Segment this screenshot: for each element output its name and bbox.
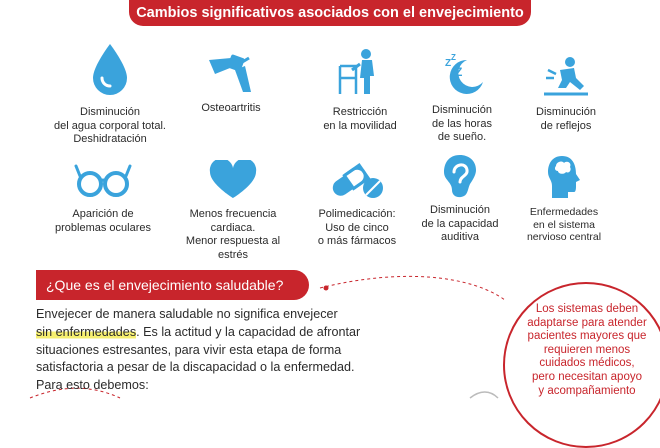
change-item-vision	[43, 160, 163, 235]
section-title: ¿Que es el envejecimiento saludable?	[46, 277, 284, 293]
paragraph-line: satisfactoria a pesar de la discapacidad o la enfermedad.	[36, 360, 355, 375]
change-item-osteoarthritis	[171, 52, 291, 116]
label-line: Osteoartritis	[201, 102, 261, 114]
moon-sleep-icon	[437, 52, 487, 96]
paragraph-line: Para esto debemos:	[36, 378, 149, 393]
svg-text:Z: Z	[455, 65, 463, 79]
label-line: de las horas	[432, 117, 492, 130]
label-line: Disminución	[432, 104, 492, 116]
label-line: Menor respuesta al estrés	[185, 235, 281, 261]
label-line: Uso de cinco	[325, 221, 389, 234]
label-line: Aparición de	[72, 208, 134, 220]
label-line: de reflejos	[540, 119, 592, 132]
label-line: o más fármacos	[317, 235, 397, 247]
paragraph-line: Envejecer de manera saludable no significa envejecer	[36, 307, 338, 321]
label-line: Menos frecuencia cardiaca.	[189, 208, 277, 234]
callout-line: cuidados médicos,	[539, 357, 635, 370]
label-line: Disminución	[430, 204, 490, 216]
label-line: del agua corporal total.	[54, 119, 166, 132]
change-item-reflexes	[506, 56, 626, 133]
banner-title: Cambios significativos asociados con el envejecimiento	[136, 5, 524, 21]
label-line: Deshidratación	[73, 133, 147, 145]
change-item-hearing	[400, 152, 520, 245]
change-item-sleep	[402, 52, 522, 145]
heart-icon	[206, 160, 260, 200]
label-line: de sueño.	[437, 131, 487, 143]
svg-text:Z: Z	[451, 53, 456, 62]
falling-person-icon	[540, 56, 592, 98]
label-line: Restricción	[332, 106, 388, 118]
callout-line: y acompañamiento	[538, 384, 636, 397]
callout-text	[512, 303, 660, 398]
pills-icon	[329, 160, 385, 202]
paragraph-line: situaciones estresantes, para vivir esta etapa de forma	[36, 342, 342, 357]
label-line: Polimedicación:	[318, 208, 396, 220]
highlighted-phrase: sin enfermedades	[36, 324, 137, 339]
label-line: Disminución	[80, 106, 140, 118]
eyeglasses-icon	[74, 160, 132, 200]
callout-line: pero necesitan apoyo	[532, 370, 642, 383]
change-item-heart	[172, 160, 294, 262]
callout-line: Los sistemas deben	[535, 303, 639, 315]
paragraph-line	[36, 324, 366, 342]
header-banner	[129, 0, 531, 26]
callout-line: adaptarse para atender	[527, 316, 647, 329]
ear-icon	[440, 152, 480, 200]
water-drop-icon	[85, 42, 135, 98]
elderly-walker-icon	[334, 48, 386, 98]
label-line: de la capacidad	[421, 217, 499, 230]
change-item-nervous-system	[504, 154, 624, 244]
label-line: nervioso central	[526, 231, 602, 243]
change-item-polymedication	[297, 160, 417, 249]
label-line: auditiva	[441, 231, 479, 243]
label-line: en el sistema	[533, 218, 595, 231]
paragraph-line-rest: . Es la actitud y la capacidad de afrontar	[136, 324, 361, 339]
callout-line: requieren menos	[543, 343, 631, 356]
healthy-aging-paragraph	[36, 306, 366, 395]
callout-line: pacientes mayores que	[527, 330, 647, 343]
label-line: problemas oculares	[55, 221, 151, 234]
change-item-hydration	[50, 42, 170, 147]
head-brain-icon	[544, 154, 584, 200]
knee-joint-icon	[205, 52, 257, 96]
svg-text:Z: Z	[445, 58, 452, 69]
label-line: Enfermedades	[529, 206, 599, 218]
label-line: Disminución	[536, 106, 596, 118]
label-line: en la movilidad	[323, 119, 397, 132]
section-banner	[36, 270, 309, 300]
